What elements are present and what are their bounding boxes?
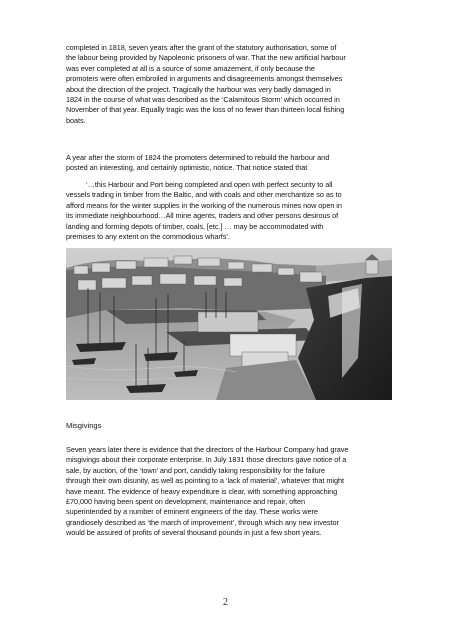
text-line: superintended by a number of eminent engineers of the day. These works were [66, 507, 318, 517]
page-number: 2 [223, 597, 228, 608]
text-line: sale, by auction, of the ‘town’ and port, candidly taking responsibility for the failure [66, 465, 325, 475]
section-heading: Misgivings [66, 421, 102, 430]
text-line: 1824 in the course of what was described as the ‘Calamitous Storm’ which occurred in [66, 95, 340, 105]
quote-line: afford means for the winter supplies in the working of the numerous mines now open in [66, 200, 342, 210]
text-line: misgivings about their corporate enterprise. In July 1831 those directors gave notice of a [66, 455, 347, 465]
text-line: would be assured of profits of several thousand pounds in just a few short years. [66, 528, 322, 538]
text-line: boats. [66, 115, 86, 125]
quote-line: its immediate neighbourhood…All mine agents, traders and other persons desirous of [66, 211, 339, 221]
text-line: £70,000 having been spent on development, maintenance and repair, often [66, 497, 306, 507]
text-line: through their own disunity, as well as pointing to a ‘lack of material’, whatever that might [66, 476, 344, 486]
text-line: posted an interesting, and certainly optimistic, notice. That notice stated that [66, 163, 308, 173]
paragraph-harbour-completion [66, 43, 406, 126]
text-line: the labour being provided by Napoleonic prisoners of war. That the new artificial harbour [66, 53, 346, 63]
quote-line: landing and forming depots of timber, coals, [etc.] … may be accommodated with [66, 221, 324, 231]
quote-line: premises to any extent on the commodious wharfs’. [66, 232, 230, 242]
quote-line: vessels trading in timber from the Baltic, and with coals and other merchantize so as to [66, 190, 342, 200]
text-line: A year after the storm of 1824 the promoters determined to rebuild the harbour and [66, 153, 330, 162]
text-line: November of that year. Equally tragic was the loss of no fewer than thirteen local fishing [66, 105, 345, 115]
quote-line: ‘…this Harbour and Port being completed and open with perfect security to all [86, 180, 333, 189]
text-line: about the direction of the project. Tragically the harbour was very badly damaged in [66, 84, 331, 94]
text-line: was ever completed at all is a source of some amazement, if only because the [66, 63, 315, 73]
text-line: completed in 1818, seven years after the grant of the statutory authorisation, some of [66, 43, 337, 52]
text-line: grandiosely described as ‘the march of improvement’, through which any new investor [66, 517, 339, 527]
harbour-photograph-drawing [66, 248, 392, 400]
paragraph-rebuild-notice [66, 153, 406, 174]
harbour-photograph [66, 248, 392, 400]
paragraph-misgivings [66, 445, 406, 539]
text-line: have meant. The evidence of heavy expenditure is clear, with something approaching [66, 486, 338, 496]
text-line: promoters were often embroiled in arguments and disagreements amongst themselves [66, 74, 343, 84]
text-line: Seven years later there is evidence that the directors of the Harbour Company had grave [66, 445, 349, 454]
notice-quotation [66, 180, 406, 242]
